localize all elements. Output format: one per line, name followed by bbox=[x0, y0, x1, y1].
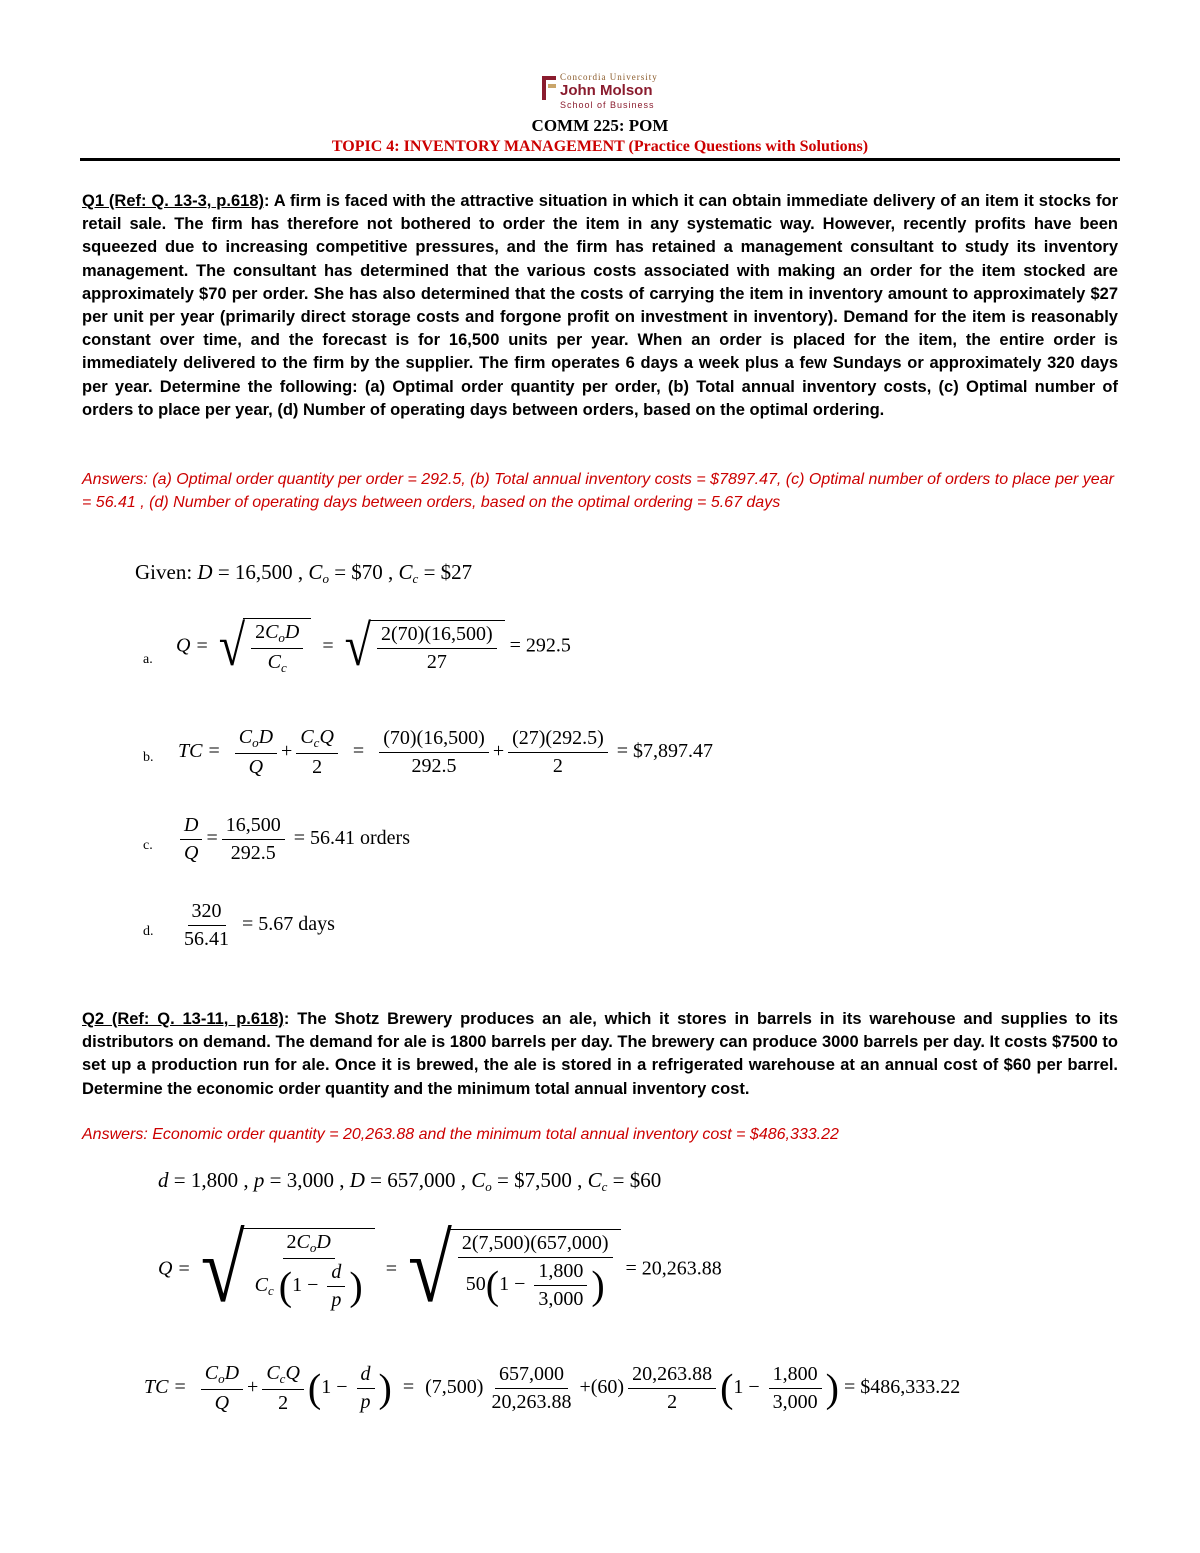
q2-eoq-frac-den: 3,000 bbox=[538, 1288, 584, 1310]
given-demand: 16,500 bbox=[234, 560, 293, 584]
a-denominator: 27 bbox=[426, 651, 447, 673]
q2-given-p: 3,000 bbox=[286, 1168, 334, 1192]
q2-tc-t2-num: 20,263.88 bbox=[628, 1363, 716, 1389]
q2-given-cc: $60 bbox=[629, 1168, 662, 1192]
q2-tc-t1: (7,500) bbox=[425, 1376, 484, 1399]
q2-tc-t2-den: 2 bbox=[667, 1391, 678, 1413]
d-denominator: 56.41 bbox=[184, 928, 229, 950]
d-numerator: 320 bbox=[188, 900, 226, 926]
q1-reference: Q1 (Ref: Q. 13-3, p.618) bbox=[82, 192, 264, 210]
part-c-label: c. bbox=[143, 838, 153, 853]
c-result: = 56.41 orders bbox=[293, 827, 410, 850]
logo-mark-icon bbox=[540, 74, 558, 102]
given-carry-cost: $27 bbox=[440, 560, 473, 584]
logo-name: John Molson bbox=[560, 82, 653, 99]
q2-given-co: $7,500 bbox=[514, 1168, 572, 1192]
given-order-cost: $70 bbox=[351, 560, 383, 584]
logo-school: School of Business bbox=[560, 100, 655, 110]
q2-tc-t2: (60) bbox=[590, 1376, 625, 1399]
q2-eoq-result: = 20,263.88 bbox=[625, 1257, 722, 1280]
q2-tc-t1-num: 657,000 bbox=[495, 1363, 568, 1389]
q2-text: : The Shotz Brewery produces an ale, which it stores in barrels in its warehouse and supplies to its distributors on demand. The demand for ale is 1800 barrels per day. The brewery can produce 3000 barrels per day. It costs $7500 to set up a production run for ale. Once it is brewed, the ale is stored in a refrigerated warehouse at an annual cost of $60 per barrel. Determine the economic order quantity and the minimum total annual inventory cost. bbox=[82, 1010, 1118, 1098]
b-d2: 2 bbox=[552, 755, 563, 777]
b-d1: 292.5 bbox=[411, 755, 457, 777]
b-n1: (70)(16,500) bbox=[379, 727, 489, 753]
header-divider bbox=[80, 158, 1120, 161]
q2-tc-result: = $486,333.22 bbox=[844, 1376, 961, 1399]
part-a-label: a. bbox=[143, 652, 153, 667]
q1-tc-formula: TC = $\frac{C_oD}{Q}$ + $\frac{C_cQ}{2}$ = $\frac{(70)(16,500)}{292.5}$ + $\frac{(27)(292.5)}{2}$ = $7,897.47 bbox=[178, 726, 714, 778]
q2-eoq-formula: Q = √ $2C_oD$ $C_c$ (1 − $\frac{d}{p}$ ) = √ 2(7,500)(657,000) 50(1 − $\frac{1,800}{3,000}$ ) = 20,263.88 bbox=[158, 1217, 722, 1323]
b-n2: (27)(292.5) bbox=[508, 727, 608, 753]
q2-tc-p-num: 1,800 bbox=[769, 1363, 822, 1389]
q2-tc-formula: TC = $\frac{C_oD}{Q}$ + $\frac{C_cQ}{2}$ (1 − $\frac{d}{p}$ ) = (7,500) $\frac{657,000}{20,263.88}$ +(60) $\frac{20,263.88}{2}$ (1 − $\frac{1,800}{3,000}$ ) = $486,333.22 bbox=[144, 1362, 961, 1414]
q1-eoq-formula: Q = √ $\frac{2C_oD}{C_c}$ = √ $\frac{2(70)(16,500)}{27}$ = 292.5 bbox=[176, 614, 571, 679]
q2-tc-t1-den: 20,263.88 bbox=[491, 1391, 572, 1413]
d-result: = 5.67 days bbox=[242, 913, 335, 936]
b-result: = $7,897.47 bbox=[616, 740, 714, 763]
q2-eoq-frac-num: 1,800 bbox=[534, 1260, 587, 1286]
q2-given-d: 1,800 bbox=[190, 1168, 239, 1192]
q1-orders-formula: $\frac{D}{Q}$ = $\frac{16,500}{292.5}$ = 56.41 orders bbox=[176, 814, 410, 865]
logo-university: Concordia University bbox=[560, 72, 658, 82]
course-title: COMM 225: POM bbox=[531, 116, 669, 135]
given-label: Given: bbox=[135, 560, 193, 584]
q2-given: d = 1,800 , p = 3,000 , D = 657,000 , $C_o$ = $7,500 , $C_c$ = $60 bbox=[158, 1168, 662, 1194]
jmsb-logo bbox=[540, 70, 670, 114]
q2-question bbox=[82, 1008, 1118, 1101]
q2-answers: Answers: Economic order quantity = 20,263.88 and the minimum total annual inventory cost = $486,333.22 bbox=[82, 1126, 839, 1143]
q1-days-formula bbox=[176, 900, 335, 951]
a-result: = 292.5 bbox=[509, 634, 571, 657]
q2-reference: Q2 (Ref: Q. 13-11, p.618) bbox=[82, 1010, 284, 1028]
q2-tc-p-den: 3,000 bbox=[772, 1391, 818, 1413]
topic-title: TOPIC 4: INVENTORY MANAGEMENT (Practice Questions with Solutions) bbox=[331, 138, 869, 155]
q2-eoq-numerator: 2(7,500)(657,000) bbox=[458, 1232, 613, 1258]
c-numerator: 16,500 bbox=[222, 814, 285, 840]
q2-eoq-coef: 50 bbox=[465, 1273, 486, 1296]
q1-given: Given: D = 16,500 , $C_o$ = $70 , $C_c$ = $27 bbox=[135, 560, 473, 586]
q1-answers: Answers: (a) Optimal order quantity per order = 292.5, (b) Total annual inventory costs = $7897.47, (c) Optimal number of orders to place per year = 56.41 , (d) Number of operating days between orders, based on the optimal ordering = 5.67 days bbox=[82, 471, 1114, 511]
c-denominator: 292.5 bbox=[230, 842, 276, 864]
a-numerator: 2(70)(16,500) bbox=[377, 623, 497, 649]
part-d-label: d. bbox=[143, 924, 154, 939]
q1-text: : A firm is faced with the attractive situation in which it can obtain immediate delivery of an item it stocks for retail sale. The firm has therefore not bothered to order the item in any systematic way. However, recently profits have been squeezed due to increasing competitive pressures, and the firm has retained a management consultant to study its inventory management. The consultant has determined that the various costs associated with making an order for the item stocked are approximately $70 per order. She has also determined that the costs of carrying the item in inventory amount to approximately $27 per unit per year (primarily direct storage costs and forgone profit on investment in inventory). Demand for the item is reasonably constant over time, and the forecast is for 16,500 units per year. When an order is placed for the item, the entire order is immediately delivered to the firm by the supplier. The firm operates 6 days a week plus a few Sundays or approximately 320 days per year. Determine the following: (a) Optimal order quantity per order, (b) Total annual inventory costs, (c) Optimal number of orders to place per year, (d) Number of operating days between orders, based on the optimal ordering. bbox=[82, 192, 1118, 419]
q1-question bbox=[82, 190, 1118, 422]
part-b-label: b. bbox=[143, 750, 154, 765]
q2-given-D: 657,000 bbox=[387, 1168, 456, 1192]
